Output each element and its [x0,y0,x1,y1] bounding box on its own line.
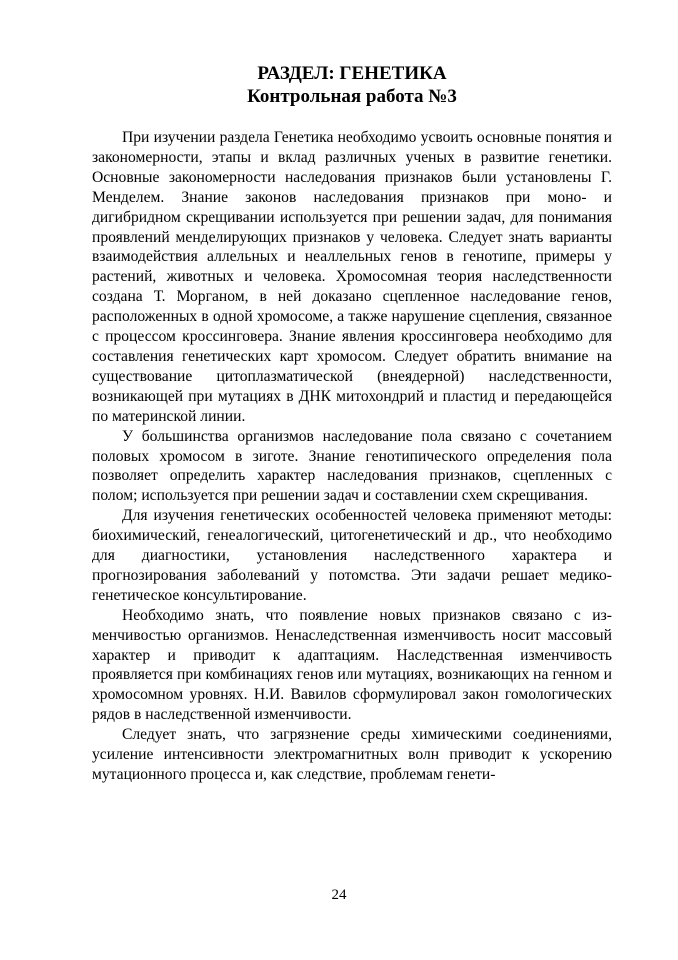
paragraph-variability: Необходимо знать, что появление новых признаков связано с изменчивостью организмов. Ненаследственная изменчивость носит массовый характер и приводит к адаптациям. Наследственная изменчивость проявляется при комбинациях генов или мутациях, возникающих на генном и хромосомном уровнях. Н.И. Вавилов сформулировал закон гомологических рядов в наследственной изменчивости. [92,606,612,724]
paragraph-mutagenesis: Следует знать, что загрязнение среды химическими соединениями, усиление интенсивности электромагнитных волн приводит к ускорению мутационного процесса и, как следствие, проблемам генети- [92,726,612,783]
paragraph-sex-inheritance: У большинства организмов наследование пола связано с сочетанием половых хромосом в зиготе. Знание генотипического определения пола позволяет определить характер наследования признаков, сцепленных с полом; используется при решении задач и составлении схем скрещивания. [92,427,612,505]
paragraph-human-genetics-methods: Для изучения генетических особенностей человека применяют методы: биохимический, генеалогический, цитогенетический и др., что необходимо для диагностики, установления наследственного характера и прогнозирования заболеваний у потомства. Эти задачи решает медико-генетическое консультирование. [92,507,612,604]
section-title: РАЗДЕЛ: ГЕНЕТИКА [257,63,447,84]
page-number: 24 [331,887,347,903]
assignment-subtitle: Контрольная работа №3 [247,86,457,107]
paragraph-genetics-basics: При изучении раздела Генетика необходимо усвоить основные понятия и закономерности, этапы и вклад различных ученых в развитие генетики. Основные закономерности наследования признаков были установлены Г. Менделем. Знание законов наследования признаков при моно- и дигибридном скрещивании используется при решении задач, для понимания проявлений менделирующих признаков у человека. Следует знать варианты взаимодействия аллельных и неаллельных генов в генотипе, примеры у растений, животных и человека. Хромосомная теория наследственности создана Т. Морганом, в ней доказано сцепленное наследование генов, расположенных в одной хромосоме, а также нарушение сцепления, связанное с процессом кроссинговера. Знание явления кроссинговера необходимо для составления генетических карт хромосом. Следует обратить внимание на существование цитоплазматической (внеядерной) наследственности, возникающей при мутациях в ДНК митохондрий и пластид и передающейся по материнской линии. [92,129,612,425]
document-page [92,62,612,785]
